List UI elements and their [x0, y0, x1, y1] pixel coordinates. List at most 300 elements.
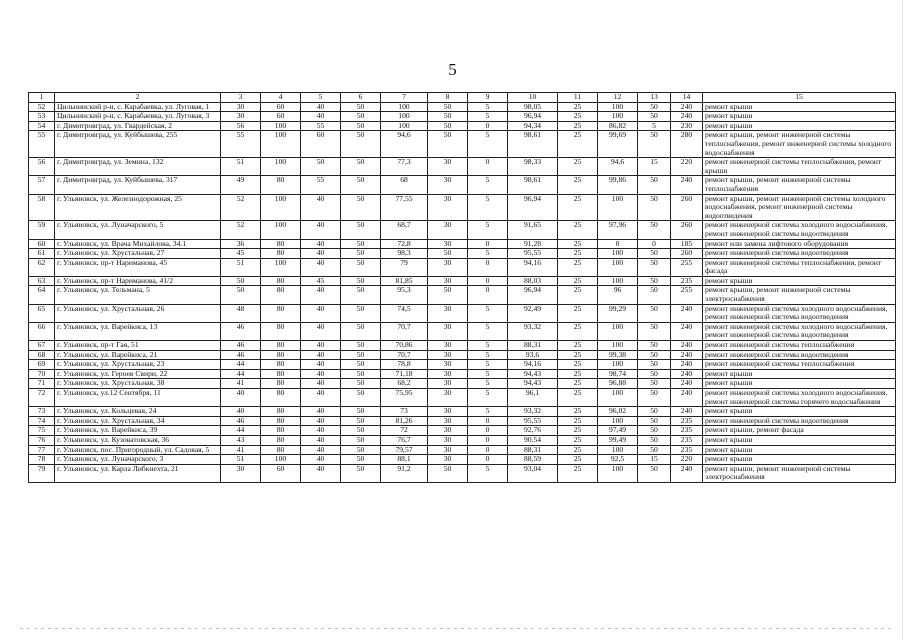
table-cell: 220 [671, 158, 703, 176]
address-cell: г. Ульяновск, ул. Кузоватовская, 36 [55, 435, 221, 445]
table-cell: 95,3 [381, 286, 428, 304]
table-cell: 280 [671, 131, 703, 158]
address-cell: г. Ульяновск, ул. Хрустальная, 23 [55, 360, 221, 370]
table-row [29, 350, 896, 360]
table-cell: 90,54 [508, 435, 558, 445]
address-cell: г. Ульяновск, ул. Хрустальная, 38 [55, 379, 221, 389]
table-cell: 94,43 [508, 379, 558, 389]
table-cell: 30 [428, 239, 468, 249]
table-cell: 50 [221, 276, 261, 286]
table-cell: 50 [341, 102, 381, 112]
table-cell: 52 [221, 221, 261, 239]
table-cell: 30 [428, 276, 468, 286]
work-type-cell: ремонт инженерной системы холодного водоснабжения, ремонт инженерной системы горячего водоснабжения [703, 389, 896, 407]
table-cell: 40 [301, 389, 341, 407]
table-cell: 5 [468, 249, 508, 259]
table-cell: 0 [468, 445, 508, 455]
table-cell: 40 [301, 112, 341, 122]
table-cell: 100 [598, 102, 638, 112]
table-cell: 80 [261, 379, 301, 389]
table-cell: 240 [671, 379, 703, 389]
table-cell: 50 [341, 426, 381, 436]
table-cell: 92,5 [598, 455, 638, 465]
table-row [29, 221, 896, 239]
table-cell: 50 [638, 322, 671, 340]
table-cell: 50 [428, 249, 468, 259]
table-cell: 100 [261, 121, 301, 131]
table-cell: 185 [671, 239, 703, 249]
table-cell: 30 [428, 360, 468, 370]
table-cell: 55 [29, 131, 55, 158]
address-cell: г. Ульяновск, ул. Тельмана, 5 [55, 286, 221, 304]
table-cell: 260 [671, 221, 703, 239]
work-type-cell: ремонт крыши [703, 112, 896, 122]
table-cell: 56 [221, 121, 261, 131]
table-cell: 60 [261, 464, 301, 482]
column-header-12: 12 [598, 93, 638, 103]
table-cell: 88,31 [508, 445, 558, 455]
table-cell: 80 [261, 276, 301, 286]
overhaul-program-table [28, 92, 896, 483]
table-cell: 100 [598, 112, 638, 122]
table-cell: 100 [598, 322, 638, 340]
table-cell: 51 [221, 158, 261, 176]
table-cell: 25 [558, 249, 598, 259]
table-cell: 96 [598, 286, 638, 304]
table-cell: 55 [301, 176, 341, 194]
table-cell: 30 [428, 221, 468, 239]
table-row [29, 445, 896, 455]
table-cell: 98,61 [508, 176, 558, 194]
address-cell: г. Ульяновск, ул. Хрустальная, 34 [55, 416, 221, 426]
column-header-2: 2 [55, 93, 221, 103]
table-cell: 0 [468, 435, 508, 445]
table-cell: 80 [261, 304, 301, 322]
work-type-cell: ремонт инженерной системы теплоснабжения, ремонт крыши [703, 158, 896, 176]
table-cell: 40 [301, 304, 341, 322]
table-cell: 100 [598, 249, 638, 259]
table-cell: 50 [341, 194, 381, 221]
table-cell: 40 [301, 464, 341, 482]
table-cell: 5 [468, 194, 508, 221]
table-cell: 100 [261, 194, 301, 221]
table-cell: 91,2 [381, 464, 428, 482]
table-row [29, 121, 896, 131]
table-cell: 80 [261, 360, 301, 370]
table-cell: 50 [341, 121, 381, 131]
table-cell: 30 [428, 158, 468, 176]
table-cell: 52 [29, 102, 55, 112]
table-cell: 80 [261, 407, 301, 417]
column-header-10: 10 [508, 93, 558, 103]
table-cell: 95,55 [508, 249, 558, 259]
table-cell: 41 [221, 379, 261, 389]
table-cell: 76,7 [381, 435, 428, 445]
table-cell: 50 [638, 445, 671, 455]
table-cell: 5 [468, 341, 508, 351]
table-cell: 88,1 [381, 455, 428, 465]
table-body [29, 102, 896, 482]
table-cell: 40 [301, 102, 341, 112]
column-header-1: 1 [29, 93, 55, 103]
table-cell: 60 [261, 102, 301, 112]
table-cell: 45 [301, 276, 341, 286]
table-cell: 30 [428, 455, 468, 465]
table-cell: 79 [381, 258, 428, 276]
table-cell: 49 [221, 176, 261, 194]
table-cell: 46 [221, 341, 261, 351]
table-cell: 94,6 [381, 131, 428, 158]
table-cell: 25 [558, 341, 598, 351]
table-cell: 30 [428, 407, 468, 417]
table-cell: 30 [428, 350, 468, 360]
column-header-11: 11 [558, 93, 598, 103]
table-cell: 50 [638, 407, 671, 417]
work-type-cell: ремонт крыши [703, 445, 896, 455]
table-cell: 235 [671, 445, 703, 455]
table-cell: 40 [301, 258, 341, 276]
table-cell: 5 [468, 407, 508, 417]
address-cell: г. Ульяновск, пос. Пригородный, ул. Садовая, 5 [55, 445, 221, 455]
column-header-14: 14 [671, 93, 703, 103]
table-cell: 74 [29, 416, 55, 426]
table-cell: 235 [671, 435, 703, 445]
table-cell: 80 [261, 322, 301, 340]
table-cell: 100 [381, 121, 428, 131]
table-cell: 30 [428, 435, 468, 445]
table-cell: 55 [221, 131, 261, 158]
table-cell: 0 [468, 158, 508, 176]
table-row [29, 426, 896, 436]
table-cell: 40 [301, 322, 341, 340]
table-cell: 50 [428, 102, 468, 112]
table-cell: 74,5 [381, 304, 428, 322]
table-cell: 81,85 [381, 276, 428, 286]
address-cell: г. Ульяновск, ул. Варейкиса, 21 [55, 350, 221, 360]
table-cell: 5 [468, 304, 508, 322]
table-cell: 30 [428, 176, 468, 194]
table-cell: 25 [558, 304, 598, 322]
table-cell: 235 [671, 426, 703, 436]
table-cell: 80 [261, 249, 301, 259]
table-cell: 76 [29, 435, 55, 445]
table-cell: 100 [598, 464, 638, 482]
table-cell: 255 [671, 286, 703, 304]
table-cell: 25 [558, 464, 598, 482]
column-header-7: 7 [381, 93, 428, 103]
table-cell: 50 [638, 102, 671, 112]
table-cell: 65 [29, 304, 55, 322]
table-cell: 69 [29, 360, 55, 370]
work-type-cell: ремонт крыши [703, 121, 896, 131]
table-cell: 30 [428, 369, 468, 379]
table-cell: 0 [468, 276, 508, 286]
table-cell: 50 [638, 249, 671, 259]
column-number-row [29, 93, 896, 103]
table-cell: 68,7 [381, 221, 428, 239]
table-cell: 72,8 [381, 239, 428, 249]
table-cell: 46 [221, 350, 261, 360]
table-cell: 40 [301, 249, 341, 259]
table-cell: 88,59 [508, 455, 558, 465]
table-cell: 25 [558, 455, 598, 465]
table-row [29, 379, 896, 389]
address-cell: г. Ульяновск, ул. Кольцевая, 24 [55, 407, 221, 417]
table-row [29, 464, 896, 482]
table-cell: 260 [671, 249, 703, 259]
work-type-cell: ремонт крыши [703, 276, 896, 286]
column-header-4: 4 [261, 93, 301, 103]
table-cell: 240 [671, 350, 703, 360]
table-cell: 96,1 [508, 389, 558, 407]
address-cell: г. Ульяновск, ул. Героев Свири, 22 [55, 369, 221, 379]
table-cell: 0 [468, 426, 508, 436]
table-cell: 53 [29, 112, 55, 122]
table-cell: 50 [341, 112, 381, 122]
address-cell: г. Димитровград, ул. Куйбышева, 317 [55, 176, 221, 194]
table-cell: 5 [468, 369, 508, 379]
table-cell: 96,94 [508, 194, 558, 221]
table-cell: 94,16 [508, 360, 558, 370]
address-cell: г. Ульяновск, ул. Карла Либкнехта, 21 [55, 464, 221, 482]
table-row [29, 239, 896, 249]
table-cell: 100 [261, 158, 301, 176]
table-cell: 50 [301, 158, 341, 176]
table-cell: 40 [301, 350, 341, 360]
table-row [29, 435, 896, 445]
table-row [29, 249, 896, 259]
table-cell: 79 [29, 464, 55, 482]
table-cell: 50 [428, 112, 468, 122]
table-cell: 0 [468, 455, 508, 465]
table-cell: 240 [671, 102, 703, 112]
table-cell: 50 [428, 121, 468, 131]
table-cell: 96,88 [598, 379, 638, 389]
table-cell: 72 [381, 426, 428, 436]
table-cell: 25 [558, 158, 598, 176]
table-cell: 30 [221, 112, 261, 122]
work-type-cell: ремонт крыши, ремонт инженерной системы теплоснабжения [703, 176, 896, 194]
work-type-cell: ремонт крыши [703, 102, 896, 112]
table-cell: 235 [671, 416, 703, 426]
table-cell: 46 [221, 322, 261, 340]
table-cell: 50 [638, 341, 671, 351]
table-cell: 96,94 [508, 112, 558, 122]
table-cell: 50 [341, 350, 381, 360]
table-cell: 50 [341, 379, 381, 389]
table-row [29, 258, 896, 276]
table-cell: 5 [468, 464, 508, 482]
table-cell: 40 [221, 407, 261, 417]
table-cell: 44 [221, 426, 261, 436]
address-cell: г. Ульяновск, пр-т Нариманова, 41/2 [55, 276, 221, 286]
table-cell: 100 [381, 102, 428, 112]
table-cell: 40 [221, 389, 261, 407]
table-cell: 5 [468, 350, 508, 360]
table-cell: 99,49 [598, 435, 638, 445]
table-cell: 40 [301, 379, 341, 389]
table-cell: 30 [428, 426, 468, 436]
table-cell: 50 [341, 304, 381, 322]
address-cell: г. Ульяновск, пр-т Гая, 51 [55, 341, 221, 351]
table-cell: 25 [558, 369, 598, 379]
table-cell: 71 [29, 379, 55, 389]
table-cell: 68,2 [381, 379, 428, 389]
table-cell: 50 [341, 158, 381, 176]
table-cell: 25 [558, 445, 598, 455]
table-cell: 220 [671, 455, 703, 465]
table-cell: 57 [29, 176, 55, 194]
address-cell: г. Ульяновск, ул. Хрустальная, 27 [55, 249, 221, 259]
table-cell: 72 [29, 389, 55, 407]
work-type-cell: ремонт крыши, ремонт инженерной системы теплоснабжения, ремонт инженерной системы холодного водоснабжения [703, 131, 896, 158]
table-cell: 50 [221, 286, 261, 304]
table-row [29, 158, 896, 176]
work-type-cell: ремонт инженерной системы теплоснабжения [703, 341, 896, 351]
table-row [29, 407, 896, 417]
table-cell: 240 [671, 341, 703, 351]
table-cell: 100 [381, 112, 428, 122]
table-cell: 50 [341, 416, 381, 426]
table-cell: 50 [341, 407, 381, 417]
table-cell: 25 [558, 194, 598, 221]
address-cell: г. Димитровград, ул. Куйбышева, 255 [55, 131, 221, 158]
table-cell: 5 [468, 322, 508, 340]
table-cell: 50 [638, 131, 671, 158]
table-cell: 70 [29, 369, 55, 379]
table-cell: 94,43 [508, 369, 558, 379]
table-cell: 30 [428, 194, 468, 221]
address-cell: г. Ульяновск, ул. Варейкиса, 13 [55, 322, 221, 340]
table-cell: 96,94 [508, 286, 558, 304]
document-table-wrapper [28, 92, 895, 483]
table-cell: 100 [261, 455, 301, 465]
table-cell: 30 [221, 102, 261, 112]
table-cell: 50 [638, 369, 671, 379]
table-cell: 67 [29, 341, 55, 351]
table-cell: 41 [221, 445, 261, 455]
table-cell: 50 [341, 389, 381, 407]
table-cell: 100 [261, 258, 301, 276]
table-cell: 0 [468, 416, 508, 426]
column-header-3: 3 [221, 93, 261, 103]
table-cell: 94,34 [508, 121, 558, 131]
table-cell: 240 [671, 112, 703, 122]
table-cell: 50 [341, 445, 381, 455]
table-cell: 5 [468, 360, 508, 370]
table-cell: 25 [558, 350, 598, 360]
table-cell: 79,57 [381, 445, 428, 455]
table-cell: 100 [261, 221, 301, 239]
table-cell: 43 [221, 435, 261, 445]
table-cell: 50 [638, 350, 671, 360]
table-cell: 50 [638, 221, 671, 239]
table-cell: 56 [29, 158, 55, 176]
table-cell: 100 [598, 341, 638, 351]
table-cell: 50 [341, 131, 381, 158]
table-cell: 50 [428, 131, 468, 158]
table-cell: 40 [301, 455, 341, 465]
column-header-6: 6 [341, 93, 381, 103]
table-cell: 63 [29, 276, 55, 286]
page-edge [902, 0, 903, 640]
column-header-9: 9 [468, 93, 508, 103]
scan-artifact-strip [20, 628, 890, 629]
table-cell: 5 [638, 121, 671, 131]
table-cell: 5 [468, 112, 508, 122]
table-cell: 50 [341, 176, 381, 194]
table-cell: 50 [638, 426, 671, 436]
address-cell: г. Ульяновск, ул. Луначарского, 3 [55, 455, 221, 465]
table-cell: 0 [638, 239, 671, 249]
address-cell: г. Ульяновск, ул. Варейкиса, 39 [55, 426, 221, 436]
table-cell: 98,3 [381, 249, 428, 259]
work-type-cell: ремонт крыши [703, 379, 896, 389]
table-row [29, 360, 896, 370]
work-type-cell: ремонт крыши [703, 369, 896, 379]
table-cell: 68 [29, 350, 55, 360]
table-cell: 230 [671, 121, 703, 131]
table-cell: 50 [341, 239, 381, 249]
table-cell: 30 [221, 464, 261, 482]
table-cell: 99,29 [598, 304, 638, 322]
table-cell: 240 [671, 176, 703, 194]
table-row [29, 131, 896, 158]
table-cell: 240 [671, 360, 703, 370]
table-cell: 25 [558, 435, 598, 445]
table-cell: 50 [341, 249, 381, 259]
table-cell: 50 [341, 435, 381, 445]
table-cell: 5 [468, 131, 508, 158]
table-cell: 77,55 [381, 194, 428, 221]
table-cell: 96,02 [598, 407, 638, 417]
table-cell: 93,04 [508, 464, 558, 482]
table-cell: 25 [558, 389, 598, 407]
table-cell: 80 [261, 350, 301, 360]
address-cell: г. Ульяновск, ул.12 Сентября, 11 [55, 389, 221, 407]
work-type-cell: ремонт инженерной системы водоотведения [703, 350, 896, 360]
table-cell: 60 [261, 112, 301, 122]
table-cell: 0 [468, 239, 508, 249]
table-row [29, 369, 896, 379]
table-cell: 40 [301, 194, 341, 221]
table-cell: 50 [638, 379, 671, 389]
work-type-cell: ремонт или замена лифтового оборудования [703, 239, 896, 249]
table-cell: 25 [558, 176, 598, 194]
table-cell: 94,6 [598, 158, 638, 176]
table-cell: 30 [428, 416, 468, 426]
table-cell: 78 [29, 455, 55, 465]
address-cell: г. Ульяновск, ул. Врача Михайлова, 34.1 [55, 239, 221, 249]
table-cell: 25 [558, 221, 598, 239]
table-cell: 50 [428, 464, 468, 482]
table-cell: 77 [29, 445, 55, 455]
table-cell: 15 [638, 158, 671, 176]
table-cell: 80 [261, 445, 301, 455]
table-cell: 71,18 [381, 369, 428, 379]
table-cell: 81,26 [381, 416, 428, 426]
table-cell: 93,6 [508, 350, 558, 360]
address-cell: г. Ульяновск, ул. Хрустальная, 26 [55, 304, 221, 322]
table-cell: 40 [301, 369, 341, 379]
table-cell: 50 [341, 258, 381, 276]
table-cell: 5 [468, 102, 508, 112]
table-cell: 60 [301, 131, 341, 158]
table-cell: 100 [598, 360, 638, 370]
table-row [29, 194, 896, 221]
table-cell: 80 [261, 286, 301, 304]
table-cell: 50 [638, 276, 671, 286]
